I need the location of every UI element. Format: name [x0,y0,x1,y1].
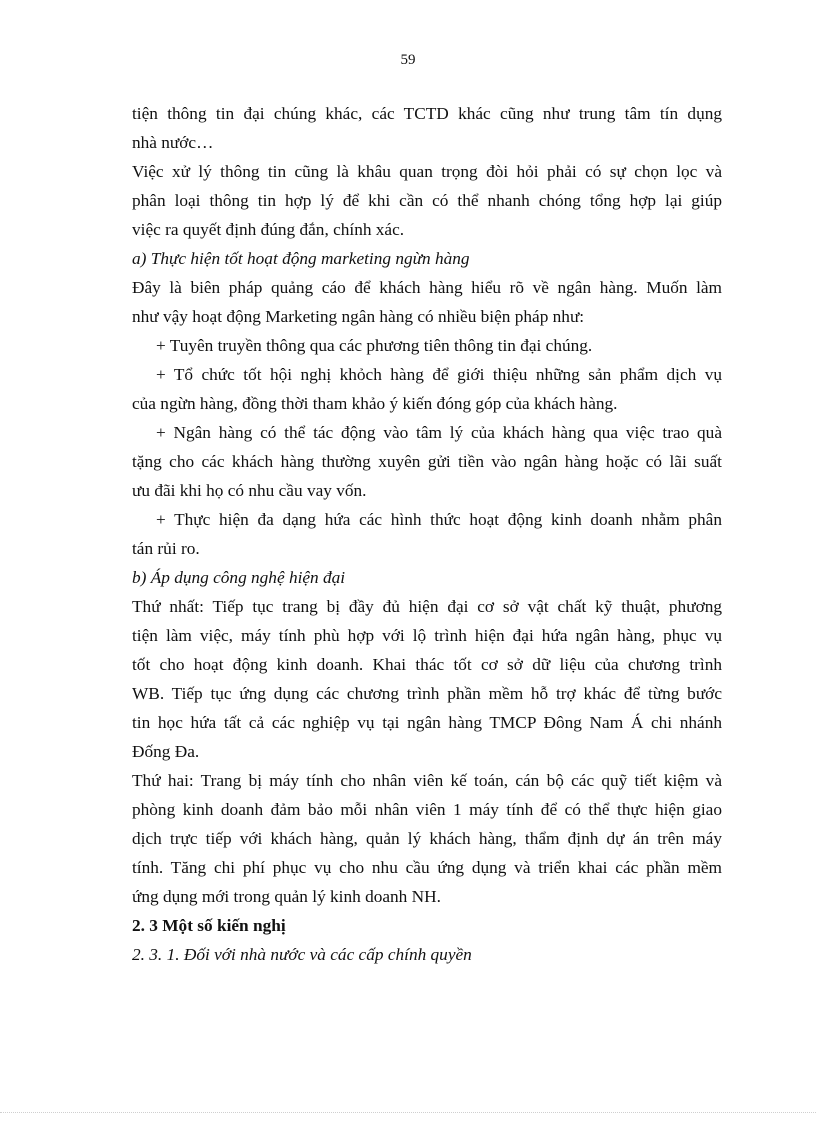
paragraph-line: Đống Đa. [132,742,200,761]
paragraph-line: WB. Tiếp tục ứng dụng các chương trình phần mềm hỗ trợ khác để từng bước [132,684,722,703]
paragraph-line: tính. Tăng chi phí phục vụ cho nhu cầu ứng dụng và triển khai các phần mềm [132,858,722,877]
subsection-heading-b: b) Áp dụng công nghệ hiện đại [132,568,346,587]
paragraph-line: phòng kinh doanh đảm bảo mỗi nhân viên 1 máy tính để có thể thực hiện giao [132,800,722,819]
bullet-item: + Tổ chức tốt hội nghị khỏch hàng để giới thiệu những sản phẩm dịch vụ [156,365,722,384]
paragraph-line: việc ra quyết định đúng đắn, chính xác. [132,220,405,239]
paragraph-line: như vậy hoạt động Marketing ngân hàng có nhiều biện pháp như: [132,307,585,326]
bullet-item: + Ngân hàng có thể tác động vào tâm lý của khách hàng qua việc trao quà [156,423,722,442]
bullet-item-line: tán rủi ro. [132,539,200,558]
paragraph-line: Đây là biên pháp quảng cáo để khách hàng hiểu rõ về ngân hàng. Muốn làm [132,278,722,297]
bullet-item-line: ưu đãi khi họ có nhu cầu vay vốn. [132,481,367,500]
bullet-item-line: của ngừn hàng, đồng thời tham khảo ý kiến đóng góp của khách hàng. [132,394,618,413]
paragraph-line: tiện làm việc, máy tính phù hợp với lộ trình hiện đại hứa ngân hàng, phục vụ [132,626,722,645]
paragraph-line: tốt cho hoạt động kinh doanh. Khai thác tốt cơ sở dữ liệu của chương trình [132,655,722,674]
paragraph-line: nhà nước… [132,133,214,152]
paragraph-line: Thứ nhất: Tiếp tục trang bị đầy đủ hiện đại cơ sở vật chất kỹ thuật, phương [132,597,722,616]
paragraph-line: Việc xử lý thông tin cũng là khâu quan trọng đòi hỏi phải có sự chọn lọc và [132,162,722,181]
paragraph-line: phân loại thông tin hợp lý để khi cần có thể nhanh chóng tổng hợp lại giúp [132,191,722,210]
paragraph-line: dịch trực tiếp với khách hàng, quản lý khách hàng, thẩm định dự án trên máy [132,829,722,848]
paragraph-line: Thứ hai: Trang bị máy tính cho nhân viên kế toán, cán bộ các quỹ tiết kiệm và [132,771,722,790]
bullet-item: + Thực hiện đa dạng hứa các hình thức hoạt động kinh doanh nhằm phân [156,510,722,529]
paragraph-line: tin học hứa tất cả các nghiệp vụ tại ngân hàng TMCP Đông Nam Á chi nhánh [132,713,722,732]
bullet-item: + Tuyên truyền thông qua các phương tiên thông tin đại chúng. [156,336,593,355]
page-bottom-rule [0,1112,816,1113]
page-body [132,99,722,969]
section-heading: 2. 3 Một số kiến nghị [132,916,286,935]
subsection-heading: 2. 3. 1. Đối với nhà nước và các cấp chính quyền [132,945,472,964]
paragraph-line: ứng dụng mới trong quản lý kinh doanh NH. [132,887,441,906]
paragraph-line: tiện thông tin đại chúng khác, các TCTD khác cũng như trung tâm tín dụng [132,104,722,123]
subsection-heading-a: a) Thực hiện tốt hoạt động marketing ngừn hàng [132,249,470,268]
page-number: 59 [400,52,416,68]
bullet-item-line: tặng cho các khách hàng thường xuyên gửi tiền vào ngân hàng hoặc có lãi suất [132,452,722,471]
